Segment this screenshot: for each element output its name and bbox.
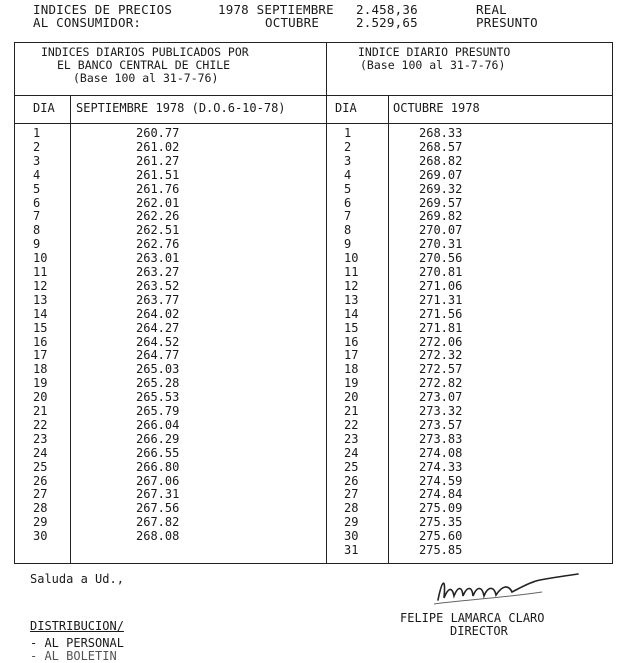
header-month-line1: 1978 SEPTIEMBRE (218, 2, 334, 17)
price-index-table (14, 42, 613, 564)
left-value-cell: 263.52 (136, 278, 180, 293)
right-title-line2: (Base 100 al 31-7-76) (360, 58, 506, 72)
left-day-cell: 16 (33, 334, 48, 349)
signature (432, 570, 582, 610)
right-value-cell: 271.81 (419, 320, 463, 335)
left-value-cell: 267.56 (136, 501, 180, 516)
left-value-cell: 264.52 (136, 334, 180, 349)
right-day-cell: 20 (344, 390, 359, 405)
left-value-cell: 266.04 (136, 417, 180, 432)
right-value-cell: 268.82 (419, 153, 463, 168)
right-day-cell: 31 (344, 543, 359, 557)
right-value-cell: 272.82 (419, 376, 463, 391)
left-day-cell: 21 (33, 404, 48, 418)
right-day-cell: 4 (344, 167, 352, 182)
left-value-cell: 263.27 (136, 265, 180, 279)
right-value-cell: 273.07 (419, 390, 463, 405)
right-day-cell: 14 (344, 306, 359, 321)
left-value-cell: 264.02 (136, 306, 180, 321)
column-header-divider (15, 123, 612, 124)
greeting: Saluda a Ud., (30, 572, 124, 586)
left-day-cell: 18 (33, 362, 48, 377)
left-value-cell: 262.76 (136, 237, 180, 252)
left-title-line2: EL BANCO CENTRAL DE CHILE (57, 58, 231, 72)
right-value-cell: 269.57 (419, 195, 463, 210)
left-value-cell: 267.06 (136, 473, 180, 488)
left-day-cell: 9 (33, 237, 41, 252)
right-day-cell: 25 (344, 459, 359, 474)
right-month-header: OCTUBRE 1978 (393, 101, 480, 115)
left-day-cell: 4 (33, 167, 41, 182)
left-value-cell: 265.03 (136, 362, 180, 377)
left-value-cell: 267.31 (136, 487, 180, 502)
right-day-cell: 8 (344, 223, 352, 238)
right-day-cell: 5 (344, 181, 352, 196)
left-day-cell: 27 (33, 487, 48, 502)
left-day-cell: 2 (33, 139, 41, 154)
right-day-cell: 18 (344, 362, 359, 377)
header-label-line1: INDICES DE PRECIOS (33, 2, 173, 17)
left-day-cell: 25 (33, 459, 48, 474)
right-value-cell: 269.07 (419, 167, 463, 182)
right-value-cell: 275.85 (419, 543, 463, 557)
right-value-cell: 275.09 (419, 501, 463, 516)
right-day-cell: 10 (344, 251, 359, 266)
right-day-cell: 1 (344, 126, 352, 140)
right-value-cell: 275.60 (419, 529, 463, 544)
left-value-cell: 261.51 (136, 167, 180, 182)
left-value-cell: 261.27 (136, 153, 180, 168)
right-value-cell: 268.57 (419, 139, 463, 154)
left-value-cell: 265.53 (136, 390, 180, 405)
left-value-cell: 261.02 (136, 139, 180, 154)
right-title-line1: INDICE DIARIO PRESUNTO (358, 45, 511, 59)
left-value-cell: 262.01 (136, 195, 180, 210)
header-month-line2: OCTUBRE (265, 15, 320, 30)
left-value-cell: 260.77 (136, 126, 180, 140)
right-day-cell: 12 (344, 278, 359, 293)
right-value-cell: 273.57 (419, 417, 463, 432)
left-value-cell: 266.55 (136, 445, 180, 460)
left-day-cell: 28 (33, 501, 48, 516)
right-value-cell: 271.06 (419, 278, 463, 293)
header-value-line1: 2.458,36 (356, 2, 418, 17)
right-value-cell: 269.82 (419, 209, 463, 224)
left-day-cell: 17 (33, 348, 48, 363)
left-value-cell: 264.77 (136, 348, 180, 363)
left-month-header: SEPTIEMBRE 1978 (D.O.6-10-78) (76, 101, 286, 115)
title-divider (15, 95, 612, 96)
right-day-cell: 29 (344, 515, 359, 530)
left-value-cell: 263.77 (136, 292, 180, 307)
left-value-cell: 266.80 (136, 459, 180, 474)
left-day-cell: 19 (33, 376, 48, 391)
right-day-header: DIA (335, 101, 357, 115)
left-day-cell: 3 (33, 153, 41, 168)
left-value-cell: 262.51 (136, 223, 180, 238)
right-value-cell: 269.32 (419, 181, 463, 196)
left-day-cell: 13 (33, 292, 48, 307)
left-day-cell: 20 (33, 390, 48, 405)
right-value-cell: 268.33 (419, 126, 463, 140)
right-value-cell: 274.33 (419, 459, 463, 474)
left-title-line1: INDICES DIARIOS PUBLICADOS POR (41, 45, 249, 59)
header-status-line1: REAL (476, 2, 507, 17)
left-day-cell: 12 (33, 278, 48, 293)
right-value-cell: 271.31 (419, 292, 463, 307)
right-day-cell: 22 (344, 417, 359, 432)
right-day-cell: 6 (344, 195, 352, 210)
left-day-cell: 6 (33, 195, 41, 210)
right-day-cell: 28 (344, 501, 359, 516)
right-day-cell: 16 (344, 334, 359, 349)
right-day-cell: 15 (344, 320, 359, 335)
right-day-cell: 30 (344, 529, 359, 544)
left-value-cell: 263.01 (136, 251, 180, 266)
right-day-cell: 27 (344, 487, 359, 502)
left-day-cell: 26 (33, 473, 48, 488)
signer-title: DIRECTOR (450, 624, 508, 638)
distribution-item-1: - AL PERSONAL (30, 636, 124, 650)
right-day-divider (388, 95, 389, 563)
distribution-label: DISTRIBUCION/ (30, 619, 124, 633)
right-day-cell: 13 (344, 292, 359, 307)
right-value-cell: 271.56 (419, 306, 463, 321)
right-value-cell: 274.59 (419, 473, 463, 488)
left-day-cell: 29 (33, 515, 48, 530)
left-day-cell: 1 (33, 126, 41, 140)
left-value-cell: 267.82 (136, 515, 180, 530)
right-value-cell: 273.32 (419, 404, 463, 418)
left-value-cell: 265.28 (136, 376, 180, 391)
left-day-cell: 11 (33, 265, 48, 279)
right-value-cell: 270.07 (419, 223, 463, 238)
right-day-cell: 19 (344, 376, 359, 391)
header-value-line2: 2.529,65 (356, 15, 418, 30)
right-day-cell: 23 (344, 431, 359, 446)
right-value-cell: 273.83 (419, 431, 463, 446)
left-day-cell: 8 (33, 223, 41, 238)
left-value-cell: 265.79 (136, 404, 180, 418)
right-value-cell: 275.35 (419, 515, 463, 530)
left-day-cell: 30 (33, 529, 48, 544)
left-day-cell: 14 (33, 306, 48, 321)
right-value-cell: 272.06 (419, 334, 463, 349)
header-status-line2: PRESUNTO (476, 15, 538, 30)
right-day-cell: 17 (344, 348, 359, 363)
right-day-cell: 7 (344, 209, 352, 224)
header-label-line2: AL CONSUMIDOR: (33, 15, 142, 30)
distribution-item-2: - AL BOLETIN (30, 649, 117, 663)
right-day-cell: 11 (344, 265, 359, 279)
center-divider (326, 43, 327, 563)
left-title-line3: (Base 100 al 31-7-76) (73, 71, 219, 85)
right-value-cell: 274.84 (419, 487, 463, 502)
right-day-cell: 3 (344, 153, 352, 168)
left-day-cell: 23 (33, 431, 48, 446)
right-value-cell: 270.56 (419, 251, 463, 266)
right-day-cell: 2 (344, 139, 352, 154)
right-day-cell: 26 (344, 473, 359, 488)
left-value-cell: 266.29 (136, 431, 180, 446)
left-day-cell: 7 (33, 209, 41, 224)
left-value-cell: 264.27 (136, 320, 180, 335)
signer-name: FELIPE LAMARCA CLARO (400, 611, 545, 625)
right-value-cell: 270.81 (419, 265, 463, 279)
right-value-cell: 272.57 (419, 362, 463, 377)
right-value-cell: 272.32 (419, 348, 463, 363)
right-value-cell: 274.08 (419, 445, 463, 460)
left-value-cell: 262.26 (136, 209, 180, 224)
right-day-cell: 21 (344, 404, 359, 418)
left-value-cell: 261.76 (136, 181, 180, 196)
left-day-header: DIA (33, 101, 55, 115)
left-day-cell: 5 (33, 181, 41, 196)
left-value-cell: 268.08 (136, 529, 180, 544)
left-day-cell: 15 (33, 320, 48, 335)
right-day-cell: 9 (344, 237, 352, 252)
left-day-cell: 10 (33, 251, 48, 266)
right-day-cell: 24 (344, 445, 359, 460)
right-value-cell: 270.31 (419, 237, 463, 252)
left-day-cell: 22 (33, 417, 48, 432)
left-day-divider (70, 95, 71, 563)
left-day-cell: 24 (33, 445, 48, 460)
